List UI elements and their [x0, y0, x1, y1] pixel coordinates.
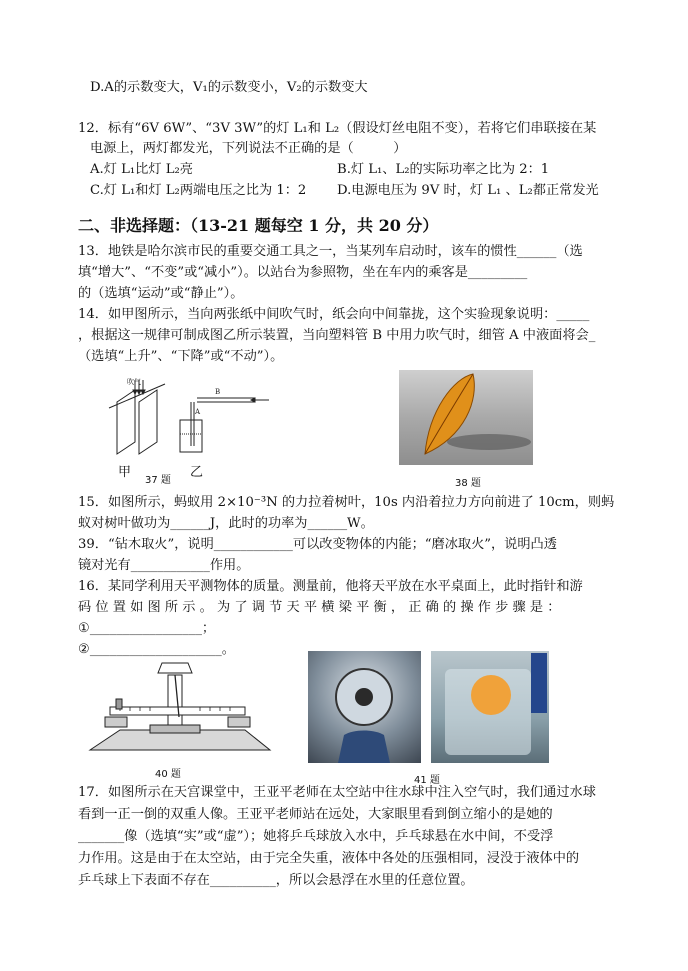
q12-option-d: D.电源电压为 9V 时，灯 L₁ 、L₂都正常发光 [337, 183, 599, 198]
q13-line2: 填“增大”、“不变”或“减小”）。以站台为参照物，坐在车内的乘客是_________ [78, 265, 528, 280]
q14-line3: （选填“上升”、“下降”或“不动”）。 [78, 349, 284, 364]
q16-step2: ②____________________。 [78, 642, 235, 657]
q12-option-a: A.灯 L₁比灯 L₂亮 [90, 162, 193, 177]
q12-option-b: B.灯 L₁、L₂的实际功率之比为 2：1 [337, 162, 550, 177]
figure-40-balance [80, 655, 280, 760]
q13-line3: 的（选填“运动”或“静止”）。 [78, 286, 244, 301]
fig41-caption: 41 题 [414, 775, 440, 786]
q12-stem-line1: 12．标有“6V 6W”、“3V 3W”的灯 L₁和 L₂（假设灯丝电阻不变），若将它们串联接在某 [78, 121, 597, 136]
fig37-label-a: A [195, 408, 201, 416]
section-heading: 二、非选择题：（13-21 题每空 1 分，共 20 分） [78, 216, 439, 235]
q17-line5: 乒乓球上下表面不存在__________，所以会悬浮在水里的任意位置。 [78, 873, 474, 888]
q15-line1: 15．如图所示，蚂蚁用 2×10⁻³N 的力拉着树叶，10s 内沿着拉力方向前进了 10cm，则蚂 [78, 495, 615, 510]
ping-pong-water-icon [431, 651, 549, 763]
figure-41-photo-left [308, 651, 421, 763]
q16-line1: 16．某同学利用天平测物体的质量。测量前，他将天平放在水平桌面上，此时指针和游 [78, 579, 583, 594]
q12-option-c: C.灯 L₁和灯 L₂两端电压之比为 1：2 [90, 183, 307, 198]
q12-stem-line2: 电源上，两灯都发光，下列说法不正确的是（ ） [90, 141, 407, 156]
q16-line2: 码 位 置 如 图 所 示 。 为 了 调 节 天 平 横 梁 平 衡 ， 正 确 的 操 作 步 骤 是 ： [78, 600, 561, 615]
fig37-label-b: B [215, 388, 221, 396]
q39-line1: 39．“钻木取火”，说明____________可以改变物体的内能；“磨冰取火”，说明凸透 [78, 537, 557, 552]
figure-38-photo [399, 370, 533, 465]
q17-line2: 看到一正一倒的双重人像。王亚平老师站在远处，大家眼里看到倒立缩小的是她的 [78, 807, 553, 822]
figure-37-diagram [105, 372, 285, 457]
q16-step1: ①_________________； [78, 621, 216, 636]
q15-line2: 蚁对树叶做功为______J，此时的功率为______W。 [78, 516, 374, 531]
q14-line1: 14．如甲图所示，当向两张纸中间吹气时，纸会向中间靠拢，这个实验现象说明：_____ [78, 307, 590, 322]
q39-line2: 镜对光有____________作用。 [78, 558, 250, 573]
water-ball-icon [308, 651, 421, 763]
q17-line4: 力作用。这是由于在太空站，由于完全失重，液体中各处的压强相同，浸没于液体中的 [78, 851, 580, 866]
fig37-label-jia: 甲 [118, 465, 132, 480]
fig37-caption: 37 题 [145, 475, 171, 486]
figure-41-photo-right [431, 651, 549, 763]
fig37-blow-label: 吹气 [127, 378, 141, 386]
leaf-icon [399, 370, 533, 465]
fig38-caption: 38 题 [455, 478, 481, 489]
q13-line1: 13．地铁是哈尔滨市民的重要交通工具之一，当某列车启动时，该车的惯性______（选 [78, 244, 583, 259]
q11-option-d: D.A的示数变大，V₁的示数变小，V₂的示数变大 [90, 80, 368, 95]
fig40-caption: 40 题 [155, 769, 181, 780]
q17-line3: _______像（选填“实”或“虚”）；她将乒乓球放入水中，乒乓球悬在水中间，不受浮 [78, 829, 554, 844]
q14-line2: ，根据这一规律可制成图乙所示装置，当向塑料管 B 中用力吹气时，细管 A 中液面将会_ [78, 328, 596, 343]
q17-line1: 17．如图所示在天宫课堂中，王亚平老师在太空站中往水球中注入空气时，我们通过水球 [78, 785, 596, 800]
fig37-label-yi: 乙 [190, 465, 204, 480]
